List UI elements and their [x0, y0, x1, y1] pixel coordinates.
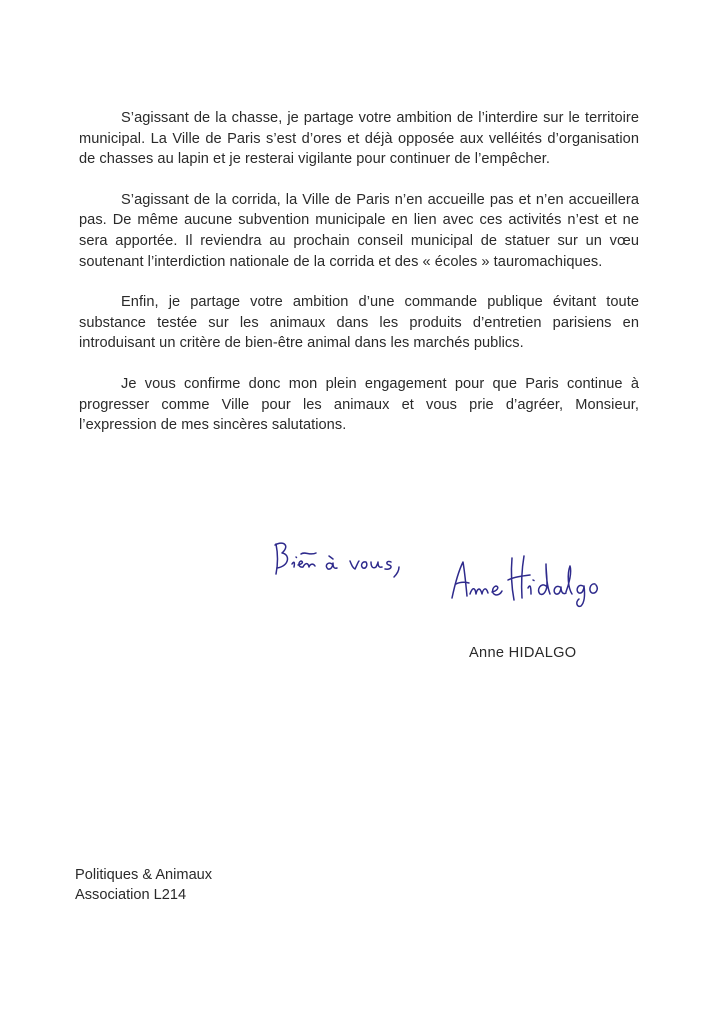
signer-name: Anne HIDALGO — [469, 645, 577, 661]
recipient-line: Association L214 — [75, 887, 187, 903]
recipient-address — [75, 865, 212, 905]
paragraph-public-procurement: Enfin, je partage votre ambition d’une commande publique évitant toute substance testée sur les animaux dans les produits d’entretien parisiens en introduisant un critère de bien-être animal dans les marchés publics. — [79, 294, 639, 352]
paragraph-corrida: S’agissant de la corrida, la Ville de Paris n’en accueille pas et n’en accueillera pas. De même aucune subvention municipale en lien avec ces activités n’est et ne sera apportée. Il reviendra au prochain conseil municipal de statuer sur un vœu soutenant l’interdiction nationale de la corrida et des « écoles » tauromachiques. — [79, 191, 639, 270]
signature — [448, 544, 613, 608]
recipient-line: Politiques & Animaux — [75, 867, 213, 883]
paragraph-hunting: S’agissant de la chasse, je partage votre ambition de l’interdire sur le territoire municipal. La Ville de Paris s’est d’ores et déjà opposée aux velléités d’organisation de chasses au lapin et je resterai vigilante pour continuer de l’empêcher. — [79, 110, 639, 168]
handwritten-closing — [270, 534, 420, 584]
letter-body — [79, 108, 639, 456]
paragraph-closing: Je vous confirme donc mon plein engagement pour que Paris continue à progresser comme Ville pour les animaux et vous prie d’agréer, Monsieur, l’expression de mes sincères salutations. — [79, 375, 639, 434]
